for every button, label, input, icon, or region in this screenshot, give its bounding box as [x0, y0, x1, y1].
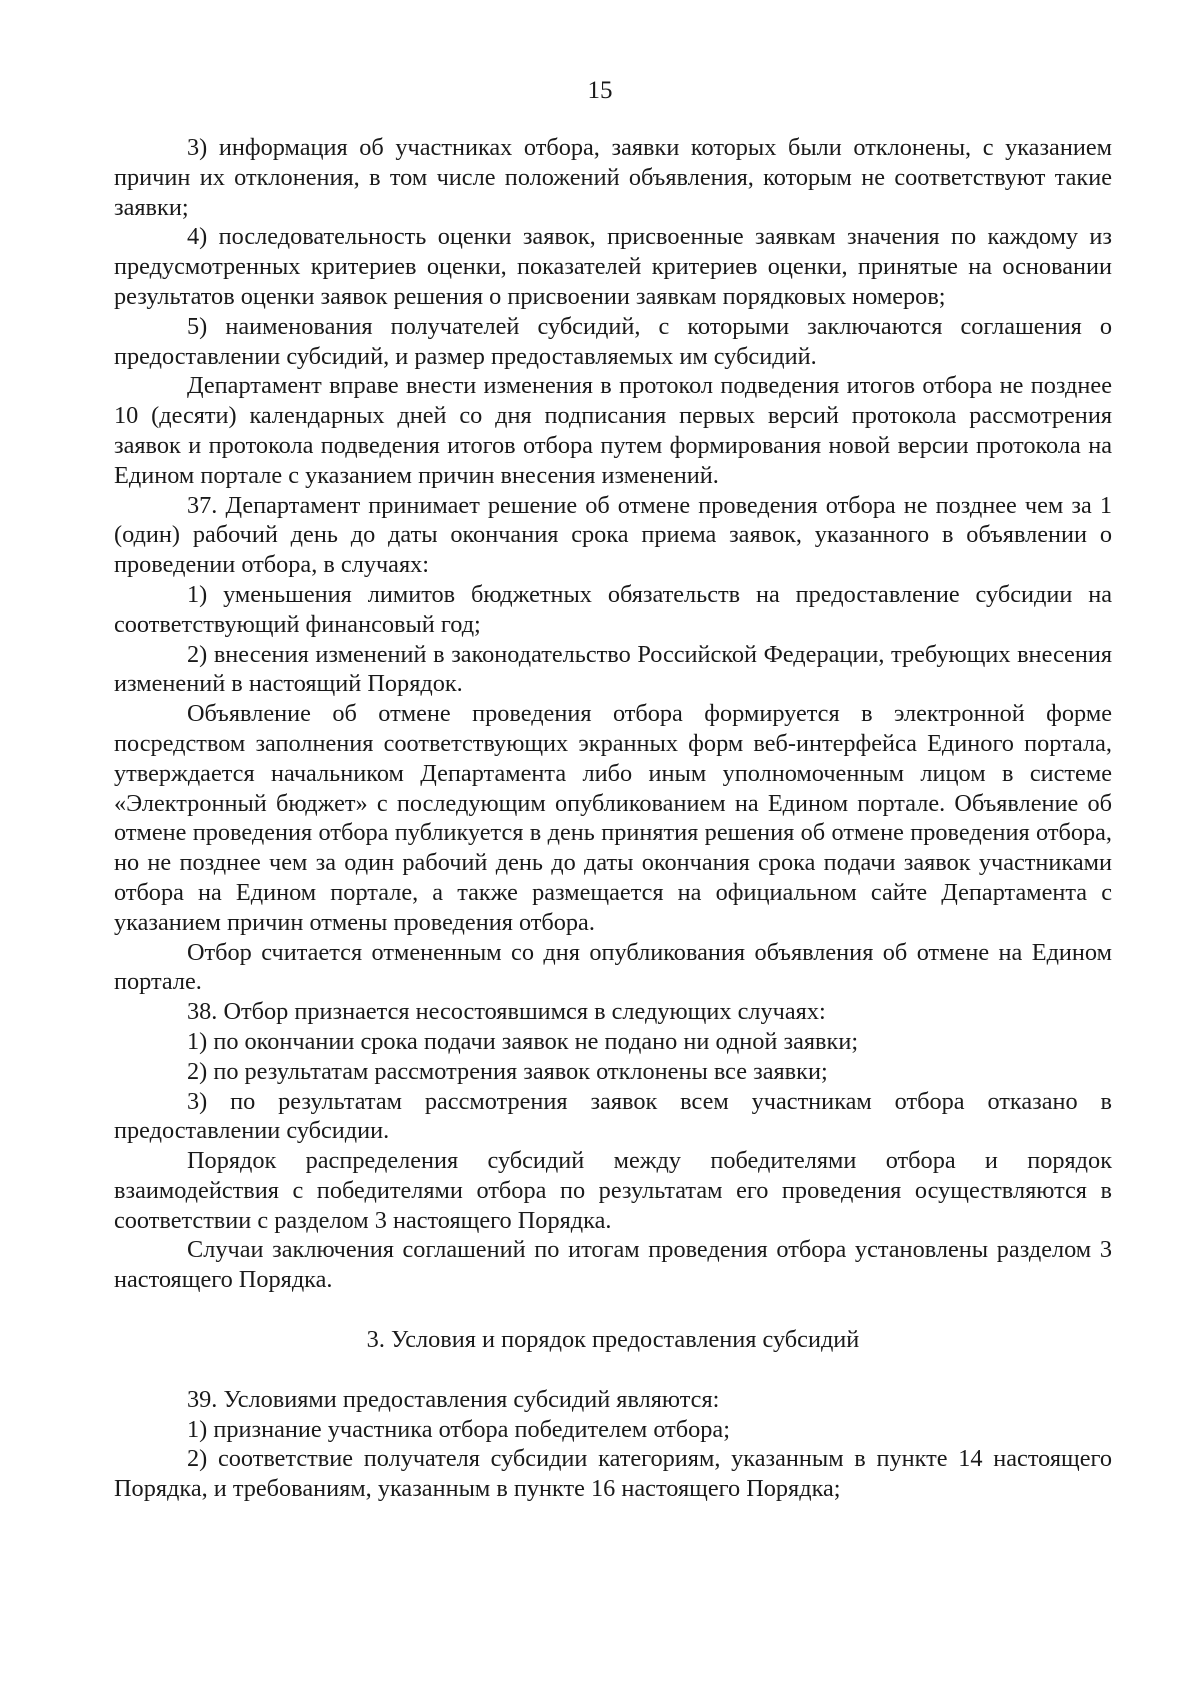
paragraph-cancellation-effective: Отбор считается отмененным со дня опубликования объявления об отмене на Едином портале. — [114, 938, 1112, 996]
paragraph-clause-38: 38. Отбор признается несостоявшимся в следующих случаях: — [187, 998, 826, 1026]
paragraph-clause-37-item-2: 2) внесения изменений в законодательство Российской Федерации, требующих внесения изменений в настоящий Порядок. — [114, 640, 1112, 698]
paragraph-clause-37: 37. Департамент принимает решение об отмене проведения отбора не позднее чем за 1 (один) рабочий день до даты окончания срока приема заявок, указанного в объявлении о проведении отбора, в случаях: — [114, 491, 1112, 579]
paragraph-item-4-evaluation-sequence: 4) последовательность оценки заявок, присвоенные заявкам значения по каждому из предусмотренных критериев оценки, показателей критериев оценки, принятые на основании результатов оценки заявок решения о присвоении заявкам порядковых номеров; — [114, 223, 1112, 310]
paragraph-clause-39-item-2: 2) соответствие получателя субсидии категориям, указанным в пункте 14 настоящего Порядка, и требованиям, указанным в пункте 16 настоящего Порядка; — [114, 1445, 1112, 1503]
paragraph-clause-38-item-3: 3) по результатам рассмотрения заявок всем участникам отбора отказано в предоставлении субсидии. — [114, 1087, 1112, 1145]
paragraph-protocol-changes: Департамент вправе внести изменения в протокол подведения итогов отбора не позднее 10 (десяти) календарных дней со дня подписания первых версий протокола рассмотрения заявок и протокола подведения итогов отбора путем формирования новой версии протокола на Едином портале с указанием причин внесения изменений. — [114, 372, 1112, 489]
document-body — [114, 133, 1112, 1504]
paragraph-clause-39-item-1: 1) признание участника отбора победителем отбора; — [187, 1415, 730, 1443]
paragraph-item-3-rejected-participants: 3) информация об участниках отбора, заявки которых были отклонены, с указанием причин их отклонения, в том числе положений объявления, которым не соответствуют такие заявки; — [114, 134, 1112, 221]
paragraph-distribution-procedure: Порядок распределения субсидий между победителями отбора и порядок взаимодействия с победителями отбора по результатам его проведения осуществляются в соответствии с разделом 3 настоящего Порядка. — [114, 1147, 1112, 1234]
paragraph-clause-38-item-1: 1) по окончании срока подачи заявок не подано ни одной заявки; — [187, 1027, 859, 1055]
section-heading: 3. Условия и порядок предоставления субсидий — [366, 1326, 860, 1354]
paragraph-agreement-cases: Случаи заключения соглашений по итогам проведения отбора установлены разделом 3 настоящего Порядка. — [114, 1236, 1112, 1294]
paragraph-clause-37-item-1: 1) уменьшения лимитов бюджетных обязательств на предоставление субсидии на соответствующий финансовый год; — [114, 580, 1112, 638]
paragraph-cancellation-announcement: Объявление об отмене проведения отбора формируется в электронной форме посредством заполнения соответствующих экранных форм веб-интерфейса Единого портала, утверждается начальником Департамента либо иным уполномоченным лицом в системе «Электронный бюджет» с последующим опубликованием на Едином портале. Объявление об отмене проведения отбора публикуется в день принятия решения об отмене проведения отбора, но не позднее чем за один рабочий день до даты окончания срока подачи заявок участниками отбора на Едином портале, а также размещается на официальном сайте Департамента с указанием причин отмены проведения отбора. — [114, 700, 1112, 936]
page-number: 15 — [587, 77, 613, 104]
paragraph-clause-39: 39. Условиями предоставления субсидий являются: — [187, 1385, 720, 1413]
paragraph-clause-38-item-2: 2) по результатам рассмотрения заявок отклонены все заявки; — [187, 1057, 828, 1085]
paragraph-item-5-recipients: 5) наименования получателей субсидий, с которыми заключаются соглашения о предоставлении субсидий, и размер предоставляемых им субсидий. — [114, 312, 1112, 370]
